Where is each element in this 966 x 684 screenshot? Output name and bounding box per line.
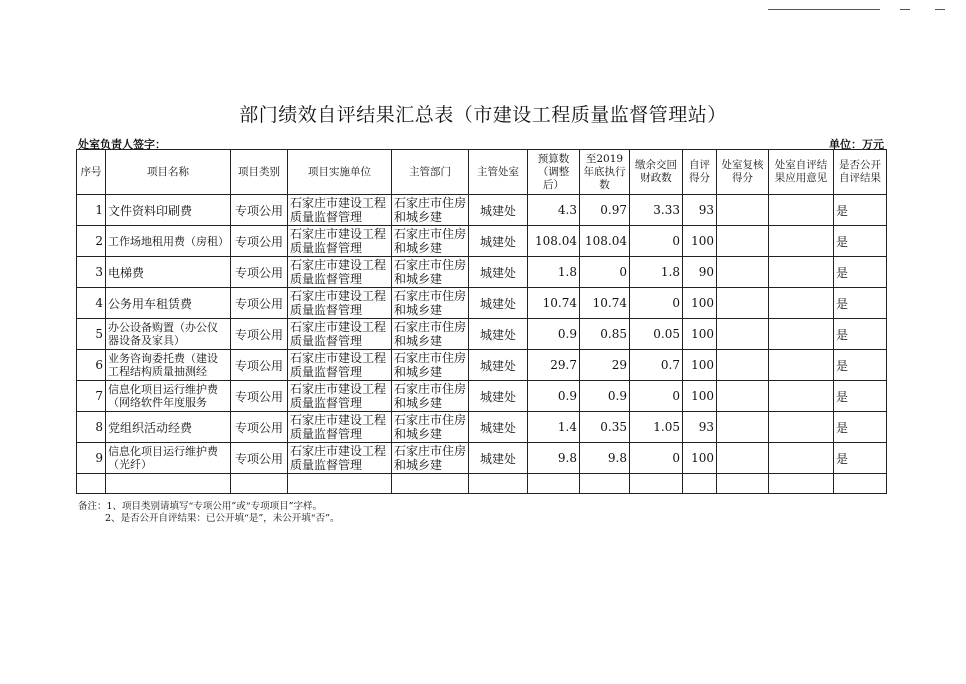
- row-executed: 0.97: [580, 195, 630, 226]
- unit-label: 单位：万元: [829, 138, 884, 151]
- row-seq: 9: [77, 443, 106, 474]
- summary-table: [76, 149, 887, 494]
- row-name: 电梯费: [106, 257, 231, 288]
- row-name: 办公设备购置（办公仪器设备及家具）: [106, 319, 231, 350]
- row-executed: 0.9: [580, 381, 630, 412]
- row-budget: 0.9: [528, 319, 580, 350]
- row-executed: 9.8: [580, 443, 630, 474]
- row-office-opinion: [769, 195, 834, 226]
- row-score: 100: [683, 350, 717, 381]
- row-office: 城建处: [469, 381, 528, 412]
- row-score: 100: [683, 381, 717, 412]
- row-public: 是: [834, 195, 887, 226]
- row-public: 是: [834, 443, 887, 474]
- row-implementer: 石家庄市建设工程质量监督管理: [288, 226, 392, 257]
- table-row: [77, 443, 887, 474]
- row-office: 城建处: [469, 443, 528, 474]
- row-review-score: [717, 226, 769, 257]
- row-executed: 29: [580, 350, 630, 381]
- footnote-1: 备注：1、项目类别请填写“专项公用”或“专项项目”字样。: [78, 501, 322, 512]
- row-returned: 3.33: [630, 195, 683, 226]
- row-office-opinion: [769, 412, 834, 443]
- row-department: 石家庄市住房和城乡建: [392, 257, 469, 288]
- row-office-opinion: [769, 288, 834, 319]
- row-public: 是: [834, 350, 887, 381]
- row-public: 是: [834, 412, 887, 443]
- row-implementer: 石家庄市建设工程质量监督管理: [288, 257, 392, 288]
- row-seq: 8: [77, 412, 106, 443]
- table-row: [77, 226, 887, 257]
- row-office-opinion: [769, 381, 834, 412]
- row-name: 信息化项目运行维护费（网络软件年度服务: [106, 381, 231, 412]
- row-implementer: 石家庄市建设工程质量监督管理: [288, 350, 392, 381]
- row-returned: 0: [630, 443, 683, 474]
- row-score: 100: [683, 443, 717, 474]
- row-office: 城建处: [469, 319, 528, 350]
- row-returned: 0: [630, 381, 683, 412]
- table-row: [77, 381, 887, 412]
- row-review-score: [717, 288, 769, 319]
- row-executed: 108.04: [580, 226, 630, 257]
- row-implementer: 石家庄市建设工程质量监督管理: [288, 195, 392, 226]
- row-department: 石家庄市住房和城乡建: [392, 319, 469, 350]
- row-score: 93: [683, 195, 717, 226]
- row-public: 是: [834, 319, 887, 350]
- row-implementer: 石家庄市建设工程质量监督管理: [288, 319, 392, 350]
- table-row-empty: [77, 474, 887, 494]
- row-public: 是: [834, 226, 887, 257]
- row-seq: 7: [77, 381, 106, 412]
- table-row: [77, 257, 887, 288]
- row-office: 城建处: [469, 288, 528, 319]
- header-seq: 序号: [77, 150, 106, 195]
- row-office-opinion: [769, 319, 834, 350]
- header-department: 主管部门: [392, 150, 469, 195]
- row-seq: 6: [77, 350, 106, 381]
- row-name: 文件资料印刷费: [106, 195, 231, 226]
- header-implementer: 项目实施单位: [288, 150, 392, 195]
- table-header-row: [77, 150, 887, 195]
- header-category: 项目类别: [231, 150, 288, 195]
- header-office-opinion: 处室自评结果应用意见: [769, 150, 834, 195]
- row-category: 专项公用: [231, 288, 288, 319]
- row-budget: 10.74: [528, 288, 580, 319]
- row-review-score: [717, 412, 769, 443]
- header-office: 主管处室: [469, 150, 528, 195]
- signer-label: 处室负责人签字：: [78, 138, 166, 151]
- row-seq: 5: [77, 319, 106, 350]
- row-department: 石家庄市住房和城乡建: [392, 443, 469, 474]
- row-office: 城建处: [469, 226, 528, 257]
- row-name: 工作场地租用费（房租）: [106, 226, 231, 257]
- row-returned: 0: [630, 288, 683, 319]
- table-row: [77, 319, 887, 350]
- row-name: 公务用车租赁费: [106, 288, 231, 319]
- row-public: 是: [834, 381, 887, 412]
- row-category: 专项公用: [231, 412, 288, 443]
- row-review-score: [717, 350, 769, 381]
- row-score: 100: [683, 288, 717, 319]
- row-review-score: [717, 195, 769, 226]
- row-score: 93: [683, 412, 717, 443]
- row-implementer: 石家庄市建设工程质量监督管理: [288, 443, 392, 474]
- header-executed: 至2019年底执行数: [580, 150, 630, 195]
- row-public: 是: [834, 288, 887, 319]
- row-category: 专项公用: [231, 350, 288, 381]
- row-office-opinion: [769, 257, 834, 288]
- row-office: 城建处: [469, 195, 528, 226]
- row-implementer: 石家庄市建设工程质量监督管理: [288, 288, 392, 319]
- row-category: 专项公用: [231, 381, 288, 412]
- row-score: 100: [683, 226, 717, 257]
- row-office-opinion: [769, 443, 834, 474]
- row-budget: 1.8: [528, 257, 580, 288]
- row-returned: 0.05: [630, 319, 683, 350]
- row-department: 石家庄市住房和城乡建: [392, 381, 469, 412]
- row-department: 石家庄市住房和城乡建: [392, 195, 469, 226]
- row-office-opinion: [769, 226, 834, 257]
- scan-line: [900, 9, 910, 10]
- row-seq: 1: [77, 195, 106, 226]
- header-score: 自评得分: [683, 150, 717, 195]
- footnote-2: 2、是否公开自评结果：已公开填“是”，未公开填“否”。: [105, 513, 340, 524]
- page-title: 部门绩效自评结果汇总表（市建设工程质量监督管理站）: [239, 104, 727, 126]
- row-category: 专项公用: [231, 319, 288, 350]
- row-returned: 1.05: [630, 412, 683, 443]
- row-department: 石家庄市住房和城乡建: [392, 350, 469, 381]
- row-returned: 1.8: [630, 257, 683, 288]
- row-name: 党组织活动经费: [106, 412, 231, 443]
- row-name: 业务咨询委托费（建设工程结构质量抽测经: [106, 350, 231, 381]
- row-review-score: [717, 257, 769, 288]
- row-category: 专项公用: [231, 195, 288, 226]
- header-name: 项目名称: [106, 150, 231, 195]
- row-category: 专项公用: [231, 226, 288, 257]
- row-review-score: [717, 443, 769, 474]
- row-review-score: [717, 319, 769, 350]
- row-office: 城建处: [469, 412, 528, 443]
- row-score: 100: [683, 319, 717, 350]
- row-name: 信息化项目运行维护费（光纤）: [106, 443, 231, 474]
- row-seq: 4: [77, 288, 106, 319]
- row-seq: 3: [77, 257, 106, 288]
- row-executed: 0.35: [580, 412, 630, 443]
- row-review-score: [717, 381, 769, 412]
- row-office: 城建处: [469, 257, 528, 288]
- row-department: 石家庄市住房和城乡建: [392, 288, 469, 319]
- row-executed: 10.74: [580, 288, 630, 319]
- header-public: 是否公开自评结果: [834, 150, 887, 195]
- row-implementer: 石家庄市建设工程质量监督管理: [288, 412, 392, 443]
- row-office: 城建处: [469, 350, 528, 381]
- header-returned: 缴余交回财政数: [630, 150, 683, 195]
- row-executed: 0.85: [580, 319, 630, 350]
- header-review-score: 处室复核得分: [717, 150, 769, 195]
- row-score: 90: [683, 257, 717, 288]
- footnotes: [78, 501, 339, 525]
- row-executed: 0: [580, 257, 630, 288]
- row-public: 是: [834, 257, 887, 288]
- row-budget: 4.3: [528, 195, 580, 226]
- row-returned: 0: [630, 226, 683, 257]
- table-row: [77, 288, 887, 319]
- table-row: [77, 350, 887, 381]
- row-department: 石家庄市住房和城乡建: [392, 226, 469, 257]
- scan-line: [935, 9, 945, 10]
- scan-line: [768, 9, 880, 10]
- header-budget: 预算数（调整后）: [528, 150, 580, 195]
- row-office-opinion: [769, 350, 834, 381]
- row-budget: 108.04: [528, 226, 580, 257]
- row-budget: 1.4: [528, 412, 580, 443]
- row-budget: 9.8: [528, 443, 580, 474]
- row-seq: 2: [77, 226, 106, 257]
- row-category: 专项公用: [231, 257, 288, 288]
- table-row: [77, 195, 887, 226]
- table-row: [77, 412, 887, 443]
- row-budget: 29.7: [528, 350, 580, 381]
- row-department: 石家庄市住房和城乡建: [392, 412, 469, 443]
- row-implementer: 石家庄市建设工程质量监督管理: [288, 381, 392, 412]
- row-category: 专项公用: [231, 443, 288, 474]
- row-budget: 0.9: [528, 381, 580, 412]
- row-returned: 0.7: [630, 350, 683, 381]
